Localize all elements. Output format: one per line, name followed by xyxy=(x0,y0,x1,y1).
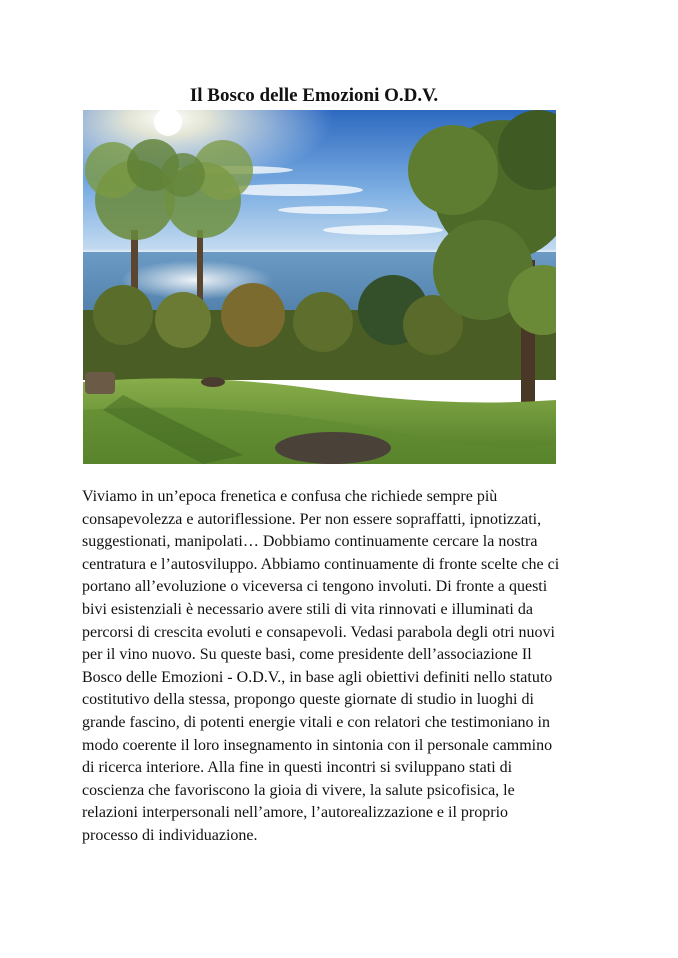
rock xyxy=(275,432,391,464)
body-paragraph: Viviamo in un’epoca frenetica e confusa che richiede sempre più consapevolezza e autoriflessione. Per non essere sopraffatti, ipnotizzati, suggestionati, manipolati… Dobbiamo continuamente cercare la nostra centratura e l’autosviluppo. Abbiamo continuamente di fronte scelte che ci portano all’evoluzione o viceversa ci tengono involuti. Di fronte a questi bivi esistenziali è necessario avere stili di vita rinnovati e illuminati da percorsi di crescita evoluti e consapevoli. Vedasi parabola degli otri nuovi per il vino nuovo. Su queste basi, come presidente dell’associazione Il Bosco delle Emozioni - O.D.V., in base agli obiettivi definiti nello statuto costitutivo della stessa, propongo queste giornate di studio in luoghi di grande fascino, di potenti energie vitali e con relatori che testimoniano in modo coerente il loro insegnamento in sintonia con il personale cammino di ricerca interiore. Alla fine in questi incontri si sviluppano stati di coscienza che favoriscono la gioia di vivere, la salute psicofisica, le relazioni interpersonali nell’amore, l’autorealizzazione e il proprio processo di individuazione. xyxy=(82,488,560,844)
stump xyxy=(85,372,115,394)
landscape-photo xyxy=(83,110,556,464)
page-title: Il Bosco delle Emozioni O.D.V. xyxy=(189,85,439,106)
